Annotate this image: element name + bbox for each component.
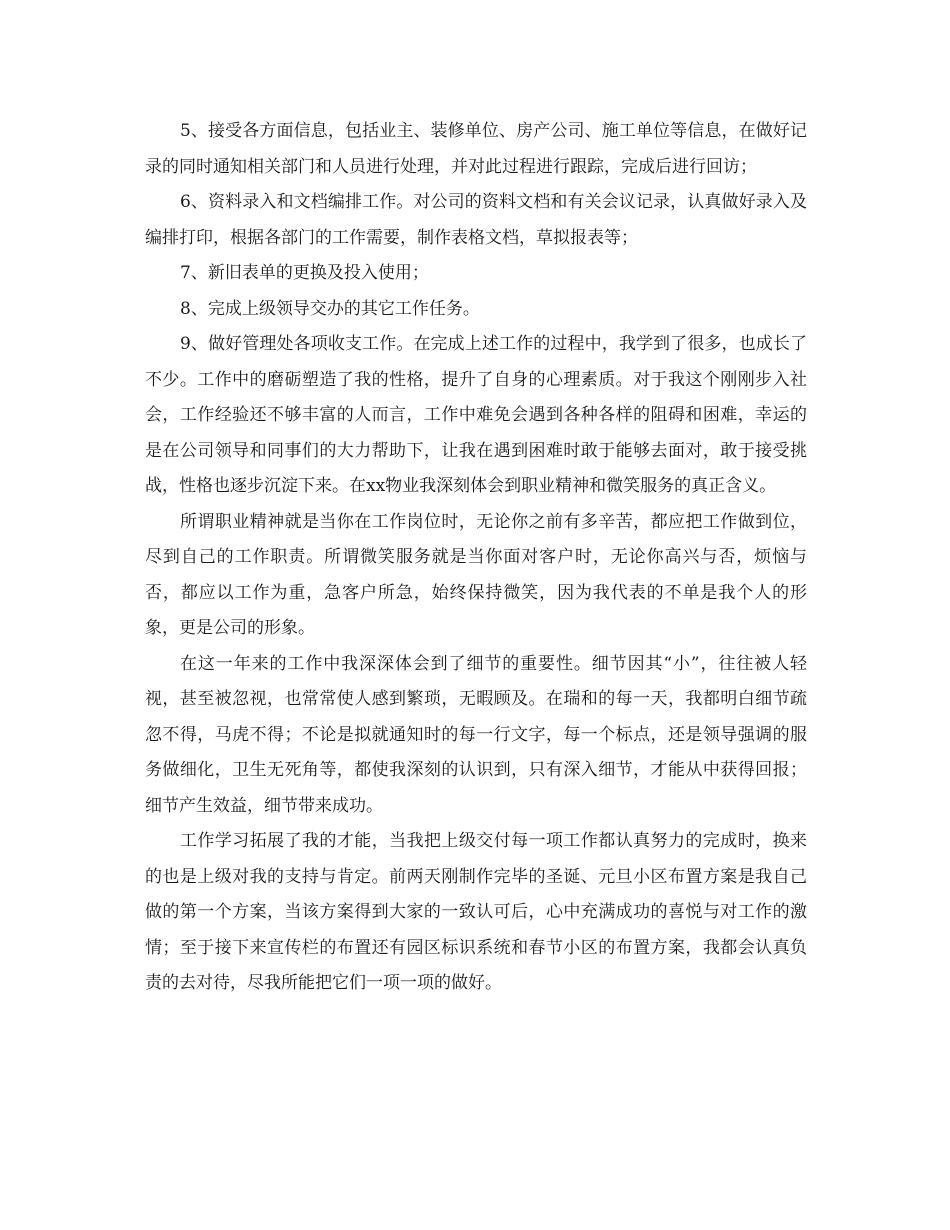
paragraph-item-8: 8、完成上级领导交办的其它工作任务。 <box>180 298 480 319</box>
paragraph-item-6: 6、资料录入和文档编排工作。对公司的资料文档和有关会议记录，认真做好录入及编排打印，根据各部门的工作需要，制作表格文档，草拟报表等； <box>145 192 807 248</box>
paragraph-item-7: 7、新旧表单的更换及投入使用； <box>180 263 429 283</box>
document-body <box>145 114 807 1002</box>
paragraph-details: 在这一年来的工作中我深深体会到了细节的重要性。细节因其“小”，往往被人轻视，甚至被忽视，也常常使人感到繁琐，无暇顾及。在瑞和的每一天，我都明白细节疏忽不得，马虎不得；不论是拟就通知时的每一行文字，每一个标点，还是领导强调的服务做细化，卫生无死角等，都使我深刻的认识到，只有深入细节，才能从中获得回报；细节产生效益，细节带来成功。 <box>145 653 807 816</box>
paragraph-item-9: 9、做好管理处各项收支工作。在完成上述工作的过程中，我学到了很多，也成长了不少。工作中的磨砺塑造了我的性格，提升了自身的心理素质。对于我这个刚刚步入社会，工作经验还不够丰富的人而言，工作中难免会遇到各种各样的阻碍和困难，幸运的是在公司领导和同事们的大力帮助下，让我在遇到困难时敢于能够去面对，敢于接受挑战，性格也逐步沉淀下来。在xx物业我深刻体会到职业精神和微笑服务的真正含义。 <box>145 334 807 496</box>
paragraph-professional-spirit: 所谓职业精神就是当你在工作岗位时，无论你之前有多辛苦，都应把工作做到位，尽到自己的工作职责。所谓微笑服务就是当你面对客户时，无论你高兴与否，烦恼与否，都应以工作为重，急客户所急，始终保持微笑，因为我代表的不单是我个人的形象，更是公司的形象。 <box>145 511 807 638</box>
paragraph-item-5: 5、接受各方面信息，包括业主、装修单位、房产公司、施工单位等信息，在做好记录的同时通知相关部门和人员进行处理，并对此过程进行跟踪，完成后进行回访； <box>145 121 807 177</box>
paragraph-growth: 工作学习拓展了我的才能，当我把上级交付每一项工作都认真努力的完成时，换来的也是上级对我的支持与肯定。前两天刚制作完毕的圣诞、元旦小区布置方案是我自己做的第一个方案，当该方案得到大家的一致认可后，心中充满成功的喜悦与对工作的激情；至于接下来宣传栏的布置还有园区标识系统和春节小区的布置方案，我都会认真负责的去对待，尽我所能把它们一项一项的做好。 <box>145 831 807 993</box>
